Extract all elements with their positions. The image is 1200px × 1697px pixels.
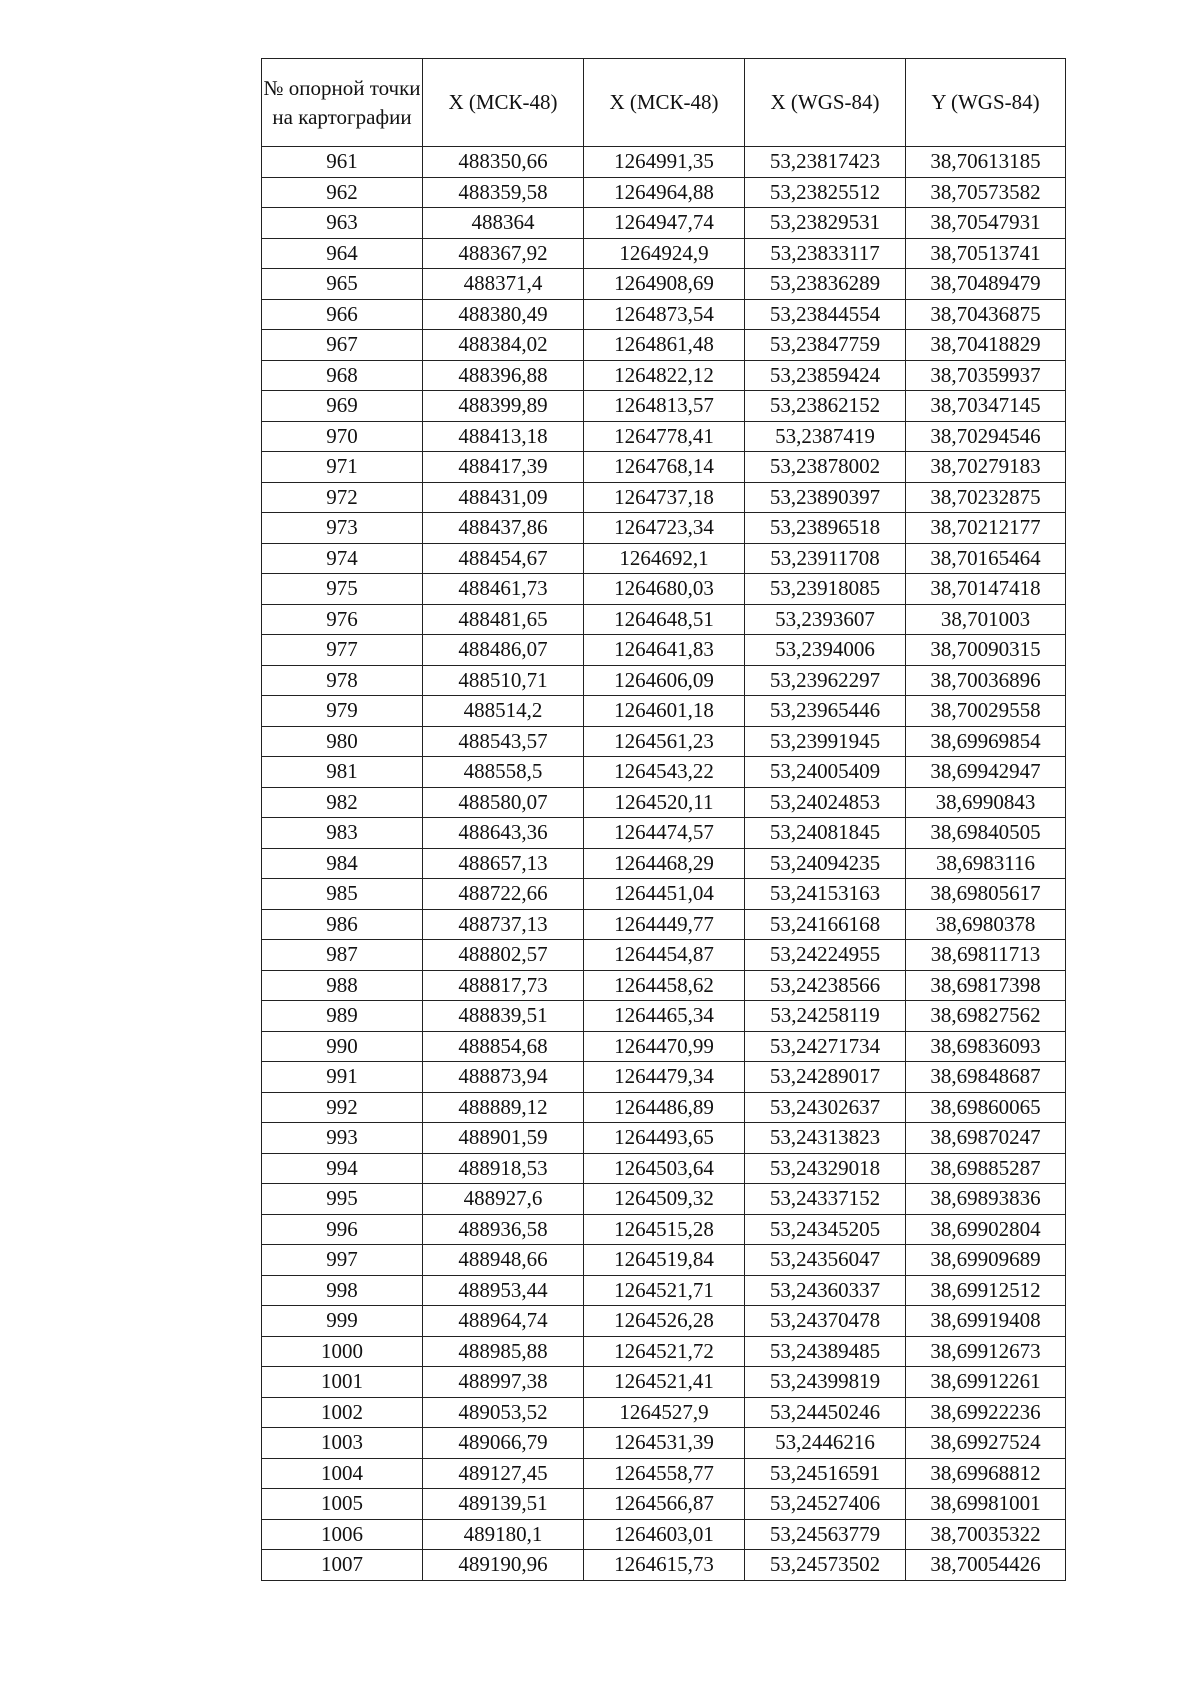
cell-point-number: 984 [262,848,423,879]
cell-x-msk48-second: 1264474,57 [584,818,745,849]
cell-x-msk48-second: 1264813,57 [584,391,745,422]
cell-x-msk48: 488964,74 [423,1306,584,1337]
cell-x-wgs84: 53,24081845 [745,818,906,849]
cell-x-msk48-second: 1264520,11 [584,787,745,818]
table-row [262,757,1066,788]
cell-point-number: 981 [262,757,423,788]
cell-x-msk48: 488839,51 [423,1001,584,1032]
cell-point-number: 1004 [262,1458,423,1489]
cell-x-msk48-second: 1264873,54 [584,299,745,330]
cell-point-number: 962 [262,177,423,208]
cell-x-msk48: 488380,49 [423,299,584,330]
table-row [262,848,1066,879]
cell-y-wgs84: 38,69805617 [906,879,1066,910]
cell-x-msk48-second: 1264519,84 [584,1245,745,1276]
table-row [262,726,1066,757]
table-row [262,513,1066,544]
cell-y-wgs84: 38,70573582 [906,177,1066,208]
table-row [262,330,1066,361]
cell-point-number: 990 [262,1031,423,1062]
coordinates-table [261,58,1066,1581]
cell-x-msk48: 489180,1 [423,1519,584,1550]
table-row [262,1489,1066,1520]
cell-x-msk48-second: 1264601,18 [584,696,745,727]
cell-y-wgs84: 38,69885287 [906,1153,1066,1184]
cell-y-wgs84: 38,69922236 [906,1397,1066,1428]
header-y-wgs84: Y (WGS-84) [906,59,1066,147]
cell-y-wgs84: 38,6980378 [906,909,1066,940]
cell-y-wgs84: 38,69840505 [906,818,1066,849]
cell-x-wgs84: 53,23859424 [745,360,906,391]
table-row [262,696,1066,727]
table-row [262,635,1066,666]
cell-x-msk48-second: 1264470,99 [584,1031,745,1062]
cell-point-number: 969 [262,391,423,422]
cell-y-wgs84: 38,69836093 [906,1031,1066,1062]
cell-point-number: 989 [262,1001,423,1032]
cell-point-number: 971 [262,452,423,483]
table-header [262,59,1066,147]
cell-x-msk48-second: 1264648,51 [584,604,745,635]
cell-x-wgs84: 53,23829531 [745,208,906,239]
cell-x-msk48: 488350,66 [423,147,584,178]
cell-x-wgs84: 53,24389485 [745,1336,906,1367]
cell-x-wgs84: 53,24094235 [745,848,906,879]
cell-x-msk48-second: 1264527,9 [584,1397,745,1428]
cell-x-wgs84: 53,24289017 [745,1062,906,1093]
cell-x-msk48: 488580,07 [423,787,584,818]
cell-y-wgs84: 38,70279183 [906,452,1066,483]
cell-y-wgs84: 38,69981001 [906,1489,1066,1520]
table-row [262,1001,1066,1032]
cell-x-wgs84: 53,23833117 [745,238,906,269]
cell-x-msk48-second: 1264947,74 [584,208,745,239]
cell-point-number: 1006 [262,1519,423,1550]
cell-point-number: 993 [262,1123,423,1154]
cell-x-wgs84: 53,23862152 [745,391,906,422]
cell-x-msk48-second: 1264486,89 [584,1092,745,1123]
cell-x-wgs84: 53,24005409 [745,757,906,788]
cell-x-msk48: 488873,94 [423,1062,584,1093]
cell-y-wgs84: 38,70489479 [906,269,1066,300]
cell-x-msk48: 488413,18 [423,421,584,452]
cell-y-wgs84: 38,70436875 [906,299,1066,330]
cell-x-wgs84: 53,24224955 [745,940,906,971]
table-row [262,1062,1066,1093]
table-row [262,665,1066,696]
cell-x-msk48-second: 1264778,41 [584,421,745,452]
table-row [262,1367,1066,1398]
cell-x-wgs84: 53,2387419 [745,421,906,452]
cell-y-wgs84: 38,69969854 [906,726,1066,757]
cell-x-msk48: 488985,88 [423,1336,584,1367]
cell-x-wgs84: 53,24370478 [745,1306,906,1337]
cell-y-wgs84: 38,69817398 [906,970,1066,1001]
table-row [262,421,1066,452]
cell-y-wgs84: 38,69968812 [906,1458,1066,1489]
table-row [262,1123,1066,1154]
cell-x-msk48: 488486,07 [423,635,584,666]
cell-x-msk48-second: 1264515,28 [584,1214,745,1245]
cell-y-wgs84: 38,69909689 [906,1245,1066,1276]
cell-x-msk48: 488399,89 [423,391,584,422]
cell-y-wgs84: 38,6990843 [906,787,1066,818]
cell-x-msk48-second: 1264566,87 [584,1489,745,1520]
table-row [262,147,1066,178]
cell-x-msk48: 488854,68 [423,1031,584,1062]
cell-x-msk48-second: 1264924,9 [584,238,745,269]
cell-y-wgs84: 38,70547931 [906,208,1066,239]
cell-y-wgs84: 38,69870247 [906,1123,1066,1154]
cell-x-msk48: 488817,73 [423,970,584,1001]
cell-x-msk48-second: 1264543,22 [584,757,745,788]
cell-x-msk48-second: 1264509,32 [584,1184,745,1215]
cell-point-number: 999 [262,1306,423,1337]
cell-x-wgs84: 53,24527406 [745,1489,906,1520]
table-row [262,1458,1066,1489]
cell-x-msk48-second: 1264692,1 [584,543,745,574]
cell-y-wgs84: 38,70232875 [906,482,1066,513]
cell-x-msk48: 488901,59 [423,1123,584,1154]
cell-point-number: 1000 [262,1336,423,1367]
cell-x-msk48-second: 1264558,77 [584,1458,745,1489]
cell-x-msk48: 488889,12 [423,1092,584,1123]
cell-x-wgs84: 53,2394006 [745,635,906,666]
cell-x-msk48: 488431,09 [423,482,584,513]
table-row [262,299,1066,330]
cell-x-msk48-second: 1264822,12 [584,360,745,391]
cell-x-msk48: 488737,13 [423,909,584,940]
cell-point-number: 963 [262,208,423,239]
cell-x-wgs84: 53,23962297 [745,665,906,696]
cell-x-wgs84: 53,24153163 [745,879,906,910]
cell-point-number: 976 [262,604,423,635]
cell-y-wgs84: 38,69860065 [906,1092,1066,1123]
cell-x-msk48: 488454,67 [423,543,584,574]
cell-x-msk48: 488359,58 [423,177,584,208]
cell-x-wgs84: 53,24360337 [745,1275,906,1306]
table-row [262,360,1066,391]
cell-x-msk48-second: 1264503,64 [584,1153,745,1184]
cell-x-msk48: 489053,52 [423,1397,584,1428]
cell-y-wgs84: 38,70613185 [906,147,1066,178]
table-row [262,604,1066,635]
table-row [262,970,1066,1001]
cell-x-msk48-second: 1264493,65 [584,1123,745,1154]
cell-x-wgs84: 53,24450246 [745,1397,906,1428]
cell-y-wgs84: 38,69848687 [906,1062,1066,1093]
cell-y-wgs84: 38,70147418 [906,574,1066,605]
table-row [262,269,1066,300]
cell-x-wgs84: 53,23878002 [745,452,906,483]
cell-x-msk48: 488364 [423,208,584,239]
cell-x-msk48-second: 1264521,71 [584,1275,745,1306]
cell-x-msk48-second: 1264479,34 [584,1062,745,1093]
cell-x-wgs84: 53,23825512 [745,177,906,208]
cell-x-msk48-second: 1264861,48 [584,330,745,361]
cell-y-wgs84: 38,69902804 [906,1214,1066,1245]
cell-x-wgs84: 53,23844554 [745,299,906,330]
cell-x-wgs84: 53,24271734 [745,1031,906,1062]
cell-x-msk48: 488510,71 [423,665,584,696]
cell-y-wgs84: 38,69912261 [906,1367,1066,1398]
cell-point-number: 1003 [262,1428,423,1459]
cell-x-wgs84: 53,2446216 [745,1428,906,1459]
cell-x-msk48: 488481,65 [423,604,584,635]
cell-point-number: 991 [262,1062,423,1093]
cell-x-msk48-second: 1264458,62 [584,970,745,1001]
header-x-msk48-second: X (МСК-48) [584,59,745,147]
cell-point-number: 1001 [262,1367,423,1398]
header-row [262,59,1066,147]
cell-x-wgs84: 53,24302637 [745,1092,906,1123]
cell-x-msk48-second: 1264449,77 [584,909,745,940]
cell-point-number: 964 [262,238,423,269]
cell-point-number: 974 [262,543,423,574]
table-row [262,909,1066,940]
table-row [262,1397,1066,1428]
cell-y-wgs84: 38,69919408 [906,1306,1066,1337]
cell-y-wgs84: 38,69912673 [906,1336,1066,1367]
cell-x-msk48-second: 1264991,35 [584,147,745,178]
cell-x-wgs84: 53,24329018 [745,1153,906,1184]
table-row [262,1306,1066,1337]
cell-x-msk48-second: 1264737,18 [584,482,745,513]
cell-point-number: 977 [262,635,423,666]
cell-x-wgs84: 53,24166168 [745,909,906,940]
cell-point-number: 1002 [262,1397,423,1428]
cell-point-number: 985 [262,879,423,910]
cell-x-msk48-second: 1264451,04 [584,879,745,910]
cell-x-wgs84: 53,24399819 [745,1367,906,1398]
table-row [262,391,1066,422]
cell-point-number: 978 [262,665,423,696]
cell-x-wgs84: 53,24345205 [745,1214,906,1245]
cell-y-wgs84: 38,69927524 [906,1428,1066,1459]
cell-x-msk48-second: 1264468,29 [584,848,745,879]
cell-x-msk48-second: 1264465,34 [584,1001,745,1032]
cell-point-number: 986 [262,909,423,940]
cell-x-wgs84: 53,23817423 [745,147,906,178]
table-row [262,1245,1066,1276]
cell-x-msk48-second: 1264723,34 [584,513,745,544]
cell-x-wgs84: 53,2393607 [745,604,906,635]
cell-point-number: 970 [262,421,423,452]
header-point-number: № опорной точки на картографии [262,59,423,147]
cell-point-number: 972 [262,482,423,513]
cell-x-msk48: 488461,73 [423,574,584,605]
table-row [262,1428,1066,1459]
cell-point-number: 996 [262,1214,423,1245]
table-row [262,1092,1066,1123]
cell-x-msk48: 489127,45 [423,1458,584,1489]
cell-x-wgs84: 53,23911708 [745,543,906,574]
cell-point-number: 997 [262,1245,423,1276]
table-row [262,818,1066,849]
cell-x-msk48: 488417,39 [423,452,584,483]
cell-x-wgs84: 53,24356047 [745,1245,906,1276]
cell-x-msk48: 488384,02 [423,330,584,361]
cell-x-msk48: 488936,58 [423,1214,584,1245]
cell-x-wgs84: 53,24024853 [745,787,906,818]
cell-y-wgs84: 38,70054426 [906,1550,1066,1581]
cell-x-msk48-second: 1264908,69 [584,269,745,300]
header-x-wgs84: X (WGS-84) [745,59,906,147]
table-body [262,147,1066,1581]
cell-x-wgs84: 53,23965446 [745,696,906,727]
cell-x-msk48-second: 1264606,09 [584,665,745,696]
cell-x-msk48-second: 1264521,72 [584,1336,745,1367]
cell-x-msk48: 488367,92 [423,238,584,269]
cell-x-msk48: 488437,86 [423,513,584,544]
cell-x-wgs84: 53,24337152 [745,1184,906,1215]
cell-x-wgs84: 53,24313823 [745,1123,906,1154]
cell-x-msk48: 488802,57 [423,940,584,971]
cell-x-wgs84: 53,23836289 [745,269,906,300]
cell-x-msk48: 488396,88 [423,360,584,391]
cell-y-wgs84: 38,69912512 [906,1275,1066,1306]
cell-y-wgs84: 38,70029558 [906,696,1066,727]
cell-x-msk48: 488722,66 [423,879,584,910]
cell-x-wgs84: 53,23847759 [745,330,906,361]
cell-x-wgs84: 53,23896518 [745,513,906,544]
table-row [262,543,1066,574]
cell-x-msk48-second: 1264561,23 [584,726,745,757]
table-row [262,1275,1066,1306]
table-row [262,1031,1066,1062]
cell-x-msk48-second: 1264964,88 [584,177,745,208]
cell-x-msk48: 488927,6 [423,1184,584,1215]
cell-x-msk48-second: 1264641,83 [584,635,745,666]
cell-x-wgs84: 53,23991945 [745,726,906,757]
cell-point-number: 1005 [262,1489,423,1520]
table-row [262,1336,1066,1367]
cell-x-msk48: 488953,44 [423,1275,584,1306]
cell-point-number: 982 [262,787,423,818]
cell-x-msk48: 489190,96 [423,1550,584,1581]
cell-x-msk48: 488514,2 [423,696,584,727]
header-x-msk48: X (МСК-48) [423,59,584,147]
cell-x-msk48: 488543,57 [423,726,584,757]
table-row [262,482,1066,513]
cell-y-wgs84: 38,70513741 [906,238,1066,269]
cell-point-number: 966 [262,299,423,330]
cell-y-wgs84: 38,701003 [906,604,1066,635]
cell-y-wgs84: 38,69893836 [906,1184,1066,1215]
cell-x-msk48: 488948,66 [423,1245,584,1276]
cell-y-wgs84: 38,70359937 [906,360,1066,391]
cell-x-msk48: 488997,38 [423,1367,584,1398]
cell-point-number: 998 [262,1275,423,1306]
table-row [262,208,1066,239]
table-row [262,452,1066,483]
cell-y-wgs84: 38,69811713 [906,940,1066,971]
cell-y-wgs84: 38,70036896 [906,665,1066,696]
cell-point-number: 988 [262,970,423,1001]
table-row [262,1550,1066,1581]
cell-y-wgs84: 38,70347145 [906,391,1066,422]
cell-point-number: 973 [262,513,423,544]
cell-point-number: 968 [262,360,423,391]
table-row [262,238,1066,269]
cell-y-wgs84: 38,6983116 [906,848,1066,879]
cell-x-msk48-second: 1264531,39 [584,1428,745,1459]
cell-x-wgs84: 53,23918085 [745,574,906,605]
table-row [262,1519,1066,1550]
cell-x-msk48-second: 1264521,41 [584,1367,745,1398]
cell-x-msk48-second: 1264454,87 [584,940,745,971]
cell-x-msk48: 488643,36 [423,818,584,849]
cell-point-number: 965 [262,269,423,300]
table-row [262,940,1066,971]
cell-y-wgs84: 38,70418829 [906,330,1066,361]
cell-y-wgs84: 38,70035322 [906,1519,1066,1550]
cell-point-number: 995 [262,1184,423,1215]
table-row [262,787,1066,818]
cell-x-wgs84: 53,24573502 [745,1550,906,1581]
table-row [262,177,1066,208]
cell-point-number: 994 [262,1153,423,1184]
cell-point-number: 980 [262,726,423,757]
cell-y-wgs84: 38,70090315 [906,635,1066,666]
cell-point-number: 1007 [262,1550,423,1581]
cell-x-wgs84: 53,24238566 [745,970,906,1001]
cell-x-msk48-second: 1264526,28 [584,1306,745,1337]
cell-x-msk48: 488558,5 [423,757,584,788]
cell-point-number: 961 [262,147,423,178]
cell-point-number: 987 [262,940,423,971]
cell-point-number: 983 [262,818,423,849]
cell-x-wgs84: 53,24563779 [745,1519,906,1550]
cell-y-wgs84: 38,70294546 [906,421,1066,452]
cell-x-msk48-second: 1264603,01 [584,1519,745,1550]
cell-x-msk48: 488657,13 [423,848,584,879]
cell-y-wgs84: 38,69942947 [906,757,1066,788]
table-row [262,879,1066,910]
table-row [262,574,1066,605]
cell-x-msk48-second: 1264680,03 [584,574,745,605]
cell-x-msk48: 489066,79 [423,1428,584,1459]
cell-y-wgs84: 38,70212177 [906,513,1066,544]
cell-x-msk48-second: 1264615,73 [584,1550,745,1581]
table-row [262,1214,1066,1245]
cell-y-wgs84: 38,70165464 [906,543,1066,574]
table-row [262,1153,1066,1184]
cell-x-wgs84: 53,24258119 [745,1001,906,1032]
cell-x-msk48: 488371,4 [423,269,584,300]
cell-point-number: 979 [262,696,423,727]
cell-x-msk48: 489139,51 [423,1489,584,1520]
cell-point-number: 992 [262,1092,423,1123]
cell-point-number: 975 [262,574,423,605]
cell-y-wgs84: 38,69827562 [906,1001,1066,1032]
cell-x-msk48: 488918,53 [423,1153,584,1184]
cell-point-number: 967 [262,330,423,361]
cell-x-msk48-second: 1264768,14 [584,452,745,483]
cell-x-wgs84: 53,23890397 [745,482,906,513]
cell-x-wgs84: 53,24516591 [745,1458,906,1489]
table-row [262,1184,1066,1215]
